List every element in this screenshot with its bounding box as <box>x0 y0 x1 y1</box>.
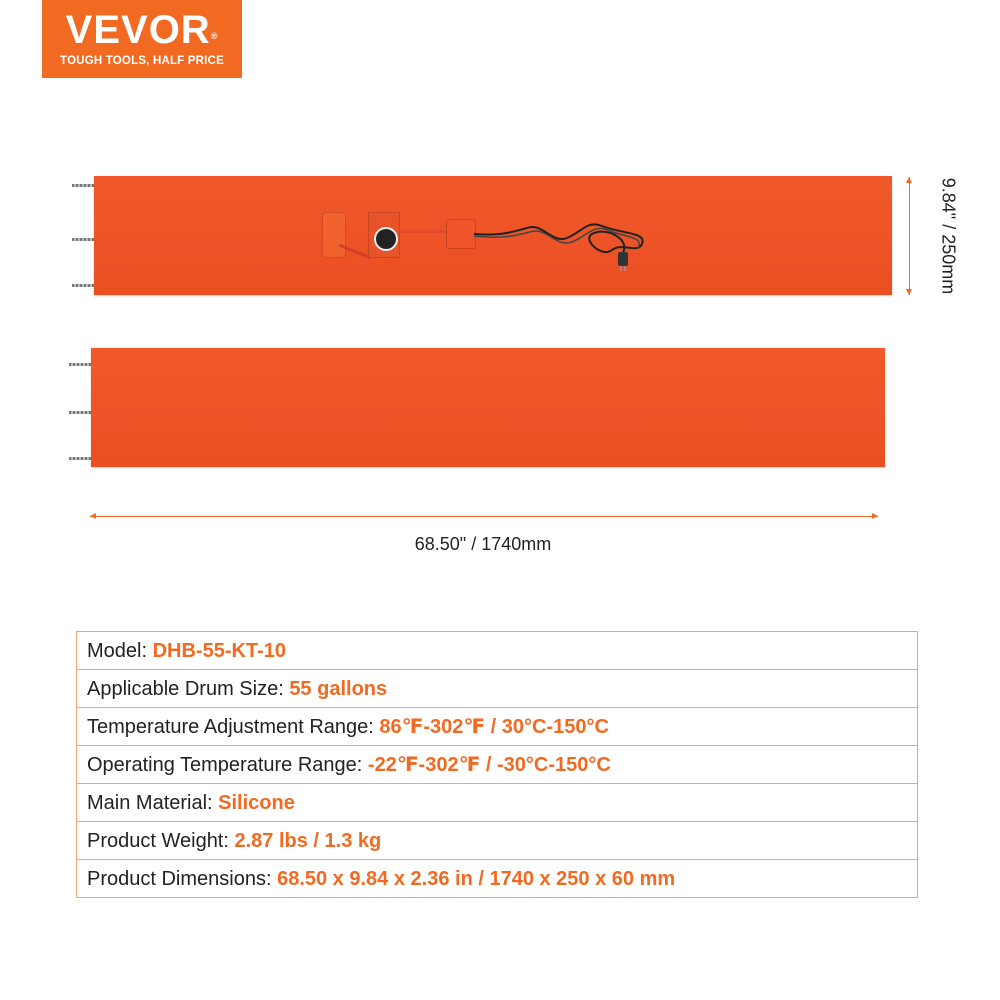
mounting-screw <box>72 284 94 287</box>
spec-row-model <box>77 632 918 670</box>
spec-row-weight <box>77 822 918 860</box>
spec-label: Product Dimensions: <box>87 867 278 890</box>
mounting-screw <box>72 184 94 187</box>
power-cord-icon <box>472 214 652 274</box>
spec-label: Operating Temperature Range: <box>87 753 368 776</box>
spec-label: Product Weight: <box>87 829 235 852</box>
mounting-screw <box>69 411 91 414</box>
mounting-screw <box>69 457 91 460</box>
spec-value: 68.50 x 9.84 x 2.36 in / 1740 x 250 x 60 mm <box>277 867 676 890</box>
spec-row-dimensions <box>77 860 918 898</box>
spec-value: Silicone <box>218 791 295 814</box>
brand-tagline: TOUGH TOOLS, HALF PRICE <box>60 55 224 67</box>
thermostat-controller <box>368 212 400 258</box>
temperature-sensor-icon <box>322 212 346 258</box>
width-dimension-line <box>90 516 878 517</box>
brand-logo <box>42 0 242 78</box>
spec-row-drum-size <box>77 670 918 708</box>
heating-pad-back-view <box>91 348 885 467</box>
thermostat-knob-icon <box>374 227 398 251</box>
spec-row-temperature-adjustment <box>77 708 918 746</box>
spec-value: 2.87 lbs / 1.3 kg <box>234 829 382 852</box>
registered-mark: ® <box>210 31 219 41</box>
spec-value: 86℉-302℉ / 30°C-150°C <box>379 715 609 738</box>
silicone-cable <box>398 230 448 233</box>
spec-row-operating-temperature <box>77 746 918 784</box>
mounting-screw <box>69 363 91 366</box>
spec-row-material <box>77 784 918 822</box>
height-dimension-line <box>909 177 910 295</box>
brand-wordmark: VEVOR® <box>65 8 219 52</box>
spec-value: DHB-55-KT-10 <box>152 639 286 662</box>
width-dimension-label: 68.50" / 1740mm <box>414 534 552 554</box>
spec-label: Model: <box>87 639 153 662</box>
mounting-screw <box>72 238 94 241</box>
spec-label: Main Material: <box>87 791 219 814</box>
spec-label: Temperature Adjustment Range: <box>87 715 380 738</box>
spec-label: Applicable Drum Size: <box>87 677 290 700</box>
specifications-table <box>76 631 918 898</box>
spec-value: 55 gallons <box>289 677 388 700</box>
spec-value: -22℉-302℉ / -30°C-150°C <box>367 753 611 776</box>
